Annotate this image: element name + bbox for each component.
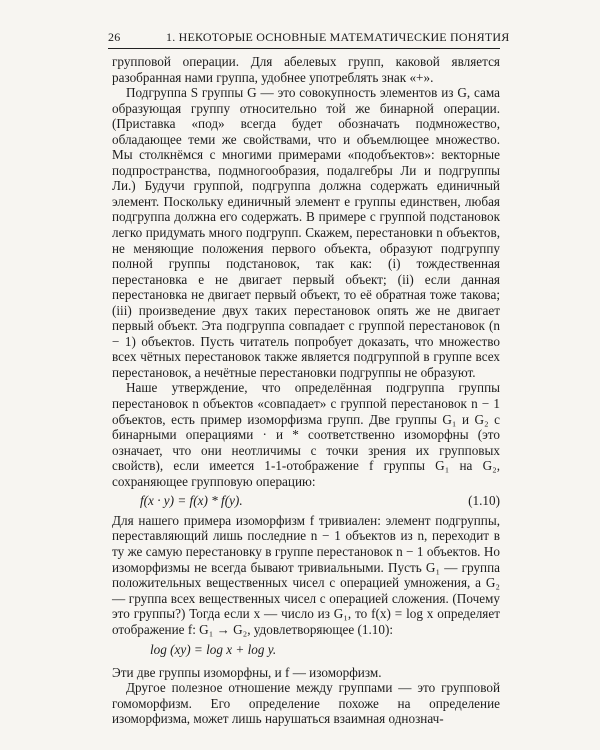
- formula-1-10-number: (1.10): [468, 493, 500, 509]
- paragraph-conclusion: Эти две группы изоморфны, и f — изоморфизм.: [112, 664, 382, 680]
- page-body: [112, 54, 500, 727]
- running-title: 1. НЕКОТОРЫЕ ОСНОВНЫЕ МАТЕМАТИЧЕСКИЕ ПОНЯТИЯ: [166, 30, 510, 44]
- paragraph-1: групповой операции. Для абелевых групп, каковой является разобранная нами группа, удобнее употреблять знак «+».: [112, 54, 500, 85]
- formula-log: log (xy) = log x + log y.: [150, 642, 277, 658]
- paragraph-isomorphism-definition: Наше утверждение, что определённая подгруппа группы перестановок n объектов «совпадает» с группой перестановок n − 1 объектов, есть пример изоморфизма групп. Две группы G₁ и G₂ с бинарными операциями · и * соответственно изоморфны (это означает, что они неотличимы с точки зрения их групповых свойств), если имеется 1-1-отображение f группы G₁ на G₂, сохраняющее групповую операцию:: [112, 380, 500, 489]
- page-number: 26: [108, 30, 121, 44]
- formula-1-10: [112, 493, 500, 509]
- paragraph-isomorphism-example: Для нашего примера изоморфизм f тривиален: элемент подгруппы, переставляющий лишь последние n − 1 объектов из n, переходит в ту же самую перестановку в группе перестановок n − 1 объектов. Но изоморфизмы не всегда бывают тривиальными. Пусть G₁ — группа положительных вещественных чисел с операцией умножения, а G₂ — группа всех вещественных чисел с операцией сложения. (Почему это группы?) Тогда если x — число из G₁, то f(x) = log x определяет отображение f: G₁ → G₂, удовлетворяющее (1.10):: [112, 512, 500, 637]
- paragraph-subgroup-definition: Подгруппа S группы G — это совокупность элементов из G, сама образующая группу относительно той же бинарной операции. (Приставка «под» всегда будет обозначать подмножество, обладающее теми же свойствами, что и объемлющее множество. Мы столкнёмся с многими примерами «подобъектов»: векторные подпространства, подмногообразия, подалгебры Ли и подгруппы Ли.) Будучи группой, подгруппа должна содержать единичный элемент. Поскольку единичный элемент e группы единствен, любая подгруппа должна его содержать. В примере с группой подстановок легко придумать много подгрупп. Скажем, перестановки n объектов, не меняющие положения первого объекта, образуют подгруппу полной группы подстановок, так как: (i) тождественная перестановка e не двигает первый объект; (ii) если данная перестановка не двигает первый объект, то её обратная тоже такова; (iii) произведение двух таких перестановок опять же не двигает первый объект. Эта подгруппа совпадает с группой перестановок (n − 1) объектов. Пусть читатель попробует доказать, что множество всех чётных перестановок также является подгруппой в группе всех перестановок, а нечётные перестановки подгруппы не образуют.: [112, 85, 500, 380]
- paragraph-homomorphism: Другое полезное отношение между группами — это групповой гомоморфизм. Его определение похоже на определение изоморфизма, может лишь нарушаться взаимная однознач-: [112, 680, 500, 727]
- running-header: [108, 30, 510, 49]
- formula-1-10-expression: f(x · y) = f(x) * f(y).: [140, 493, 243, 509]
